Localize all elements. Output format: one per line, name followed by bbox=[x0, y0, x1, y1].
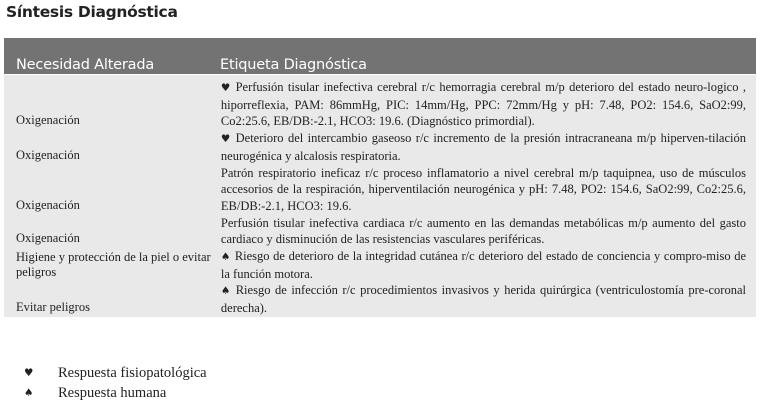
label-cell bbox=[219, 215, 756, 248]
label-cell bbox=[219, 248, 756, 282]
table-row bbox=[4, 282, 756, 316]
page-title: Síntesis Diagnóstica bbox=[6, 3, 178, 21]
need-cell: Oxigenación bbox=[16, 231, 80, 246]
table-row bbox=[4, 215, 756, 248]
spade-icon: ♠ bbox=[24, 387, 34, 399]
label-text: Perfusión tisular inefectiva cardiaca r/c aumento en las demandas metabólicas m/p aumento del gasto cardiaco y disminución de las resistencias vasculares periféricas. bbox=[220, 215, 746, 247]
diagnosis-table bbox=[4, 38, 756, 317]
table-row bbox=[4, 130, 756, 164]
spade-icon: ♠ bbox=[220, 251, 231, 264]
heart-icon: ♥ bbox=[220, 133, 232, 146]
need-cell: Oxigenación bbox=[16, 197, 80, 212]
table-header bbox=[4, 38, 756, 75]
label-text: Deterioro del intercambio gaseoso r/c incremento de la presión intracraneana m/p hiperven-tilación neurogénica y alcalosis respiratoria. bbox=[220, 131, 746, 163]
legend-item bbox=[24, 363, 207, 383]
heart-icon: ♥ bbox=[24, 367, 34, 379]
label-text: Patrón respiratorio ineficaz r/c proceso inflamatorio a nivel cerebral m/p taquipnea, uso de músculos accesorios de la respiración, hiperventilación neurogénica y pH: 7.48, PO2: 154.6, SaO2:99, Co2:25.6, EB/DB:-2.1, HCO3: 19.6. bbox=[220, 165, 746, 213]
spade-icon: ♠ bbox=[220, 285, 232, 298]
table-row bbox=[4, 75, 756, 130]
legend-label: Respuesta humana bbox=[58, 384, 167, 401]
label-cell bbox=[219, 165, 756, 215]
label-cell bbox=[219, 282, 756, 316]
label-text: Riesgo de deterioro de la integridad cutánea r/c deterioro del estado de conciencia y compro-miso de la función motora. bbox=[220, 249, 746, 281]
need-cell: Evitar peligros bbox=[16, 299, 90, 314]
legend bbox=[24, 363, 207, 403]
header-need: Necesidad Alterada bbox=[16, 57, 155, 73]
need-cell: Oxigenación bbox=[16, 113, 80, 128]
need-cell: Higiene y protección de la piel o evitar peligros bbox=[16, 250, 211, 280]
header-label: Etiqueta Diagnóstica bbox=[220, 57, 367, 73]
label-text: Perfusión tisular inefectiva cerebral r/c hemorragia cerebral m/p deterioro del estado neuro-logico , hiporreflexia, PAM: 86mmHg, PIC: 14mm/Hg, PPC: 72mm/Hg y pH: 7.48, PO2: 154.6, SaO2:99, Co2:25.6, EB/DB:-2.1, HCO3: 19.6. (Diagnóstico primordial). bbox=[220, 80, 746, 129]
table-row bbox=[4, 165, 756, 215]
table-body bbox=[4, 75, 756, 317]
heart-icon: ♥ bbox=[220, 82, 232, 94]
label-cell bbox=[219, 75, 756, 130]
label-cell bbox=[219, 130, 756, 164]
label-text: Riesgo de infección r/c procedimientos invasivos y herida quirúrgica (ventriculostomía pre-coronal derecha). bbox=[220, 283, 746, 316]
table-row bbox=[4, 248, 756, 282]
need-cell: Oxigenación bbox=[16, 147, 80, 162]
legend-label: Respuesta fisiopatológica bbox=[58, 364, 207, 381]
legend-item bbox=[24, 383, 207, 403]
